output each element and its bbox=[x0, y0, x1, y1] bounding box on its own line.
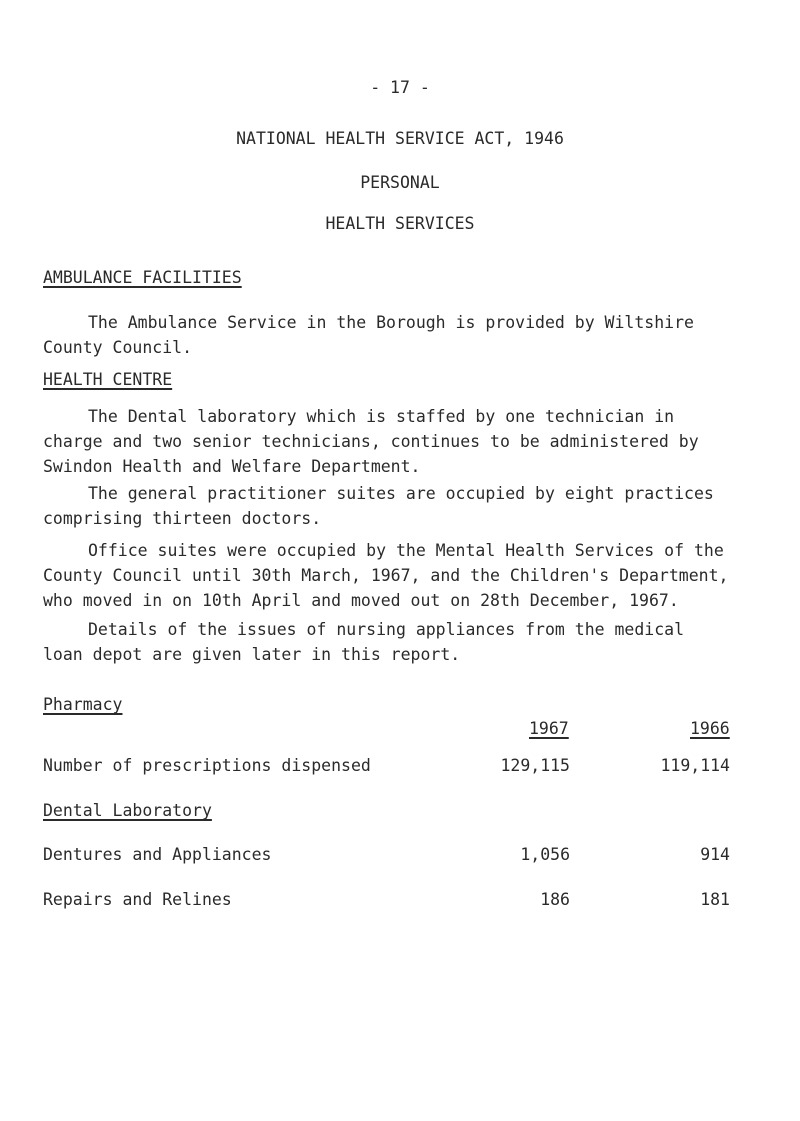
paragraph-office-suites bbox=[43, 538, 733, 613]
health-centre-p3-line-1: Office suites were occupied by the Mental Health Services of the bbox=[88, 541, 724, 560]
ambulance-line-1: The Ambulance Service in the Borough is provided by Wiltshire bbox=[88, 313, 694, 332]
subtitle-personal: PERSONAL bbox=[360, 173, 440, 192]
health-centre-p2-line-2: comprising thirteen doctors. bbox=[43, 509, 322, 528]
health-centre-p4-line-2: loan depot are given later in this report. bbox=[43, 645, 461, 664]
health-centre-p1-line-3: Swindon Health and Welfare Department. bbox=[43, 457, 421, 476]
heading-health-centre: HEALTH CENTRE bbox=[43, 370, 173, 389]
paragraph-gp-suites bbox=[43, 481, 733, 531]
page-number: - 17 - bbox=[370, 78, 430, 97]
paragraph-nursing-appliances bbox=[43, 617, 733, 667]
health-centre-p3-line-2: County Council until 30th March, 1967, and the Children's Department, bbox=[43, 566, 729, 585]
heading-pharmacy: Pharmacy bbox=[43, 695, 123, 714]
column-header-1966: 1966 bbox=[690, 719, 730, 738]
value-repairs-1966: 181 bbox=[700, 890, 730, 909]
paragraph-ambulance bbox=[43, 310, 733, 360]
ambulance-line-2: County Council. bbox=[43, 338, 193, 357]
subtitle-health-services: HEALTH SERVICES bbox=[325, 214, 475, 233]
health-centre-p3-line-3: who moved in on 10th April and moved out on 28th December, 1967. bbox=[43, 591, 679, 610]
row-label-prescriptions: Number of prescriptions dispensed bbox=[43, 756, 371, 775]
health-centre-p1-line-1: The Dental laboratory which is staffed by one technician in bbox=[88, 407, 675, 426]
value-prescriptions-1967: 129,115 bbox=[500, 756, 570, 775]
row-label-repairs: Repairs and Relines bbox=[43, 890, 232, 909]
value-dentures-1967: 1,056 bbox=[520, 845, 570, 864]
heading-dental-laboratory: Dental Laboratory bbox=[43, 801, 212, 820]
document-title: NATIONAL HEALTH SERVICE ACT, 1946 bbox=[236, 129, 564, 148]
row-label-dentures: Dentures and Appliances bbox=[43, 845, 272, 864]
health-centre-p2-line-1: The general practitioner suites are occupied by eight practices bbox=[88, 484, 714, 503]
value-repairs-1967: 186 bbox=[540, 890, 570, 909]
paragraph-dental-laboratory bbox=[43, 404, 733, 479]
health-centre-p4-line-1: Details of the issues of nursing appliances from the medical bbox=[88, 620, 685, 639]
value-dentures-1966: 914 bbox=[700, 845, 730, 864]
column-header-1967: 1967 bbox=[529, 719, 569, 738]
heading-ambulance-facilities: AMBULANCE FACILITIES bbox=[43, 268, 242, 287]
health-centre-p1-line-2: charge and two senior technicians, continues to be administered by bbox=[43, 432, 699, 451]
value-prescriptions-1966: 119,114 bbox=[660, 756, 730, 775]
